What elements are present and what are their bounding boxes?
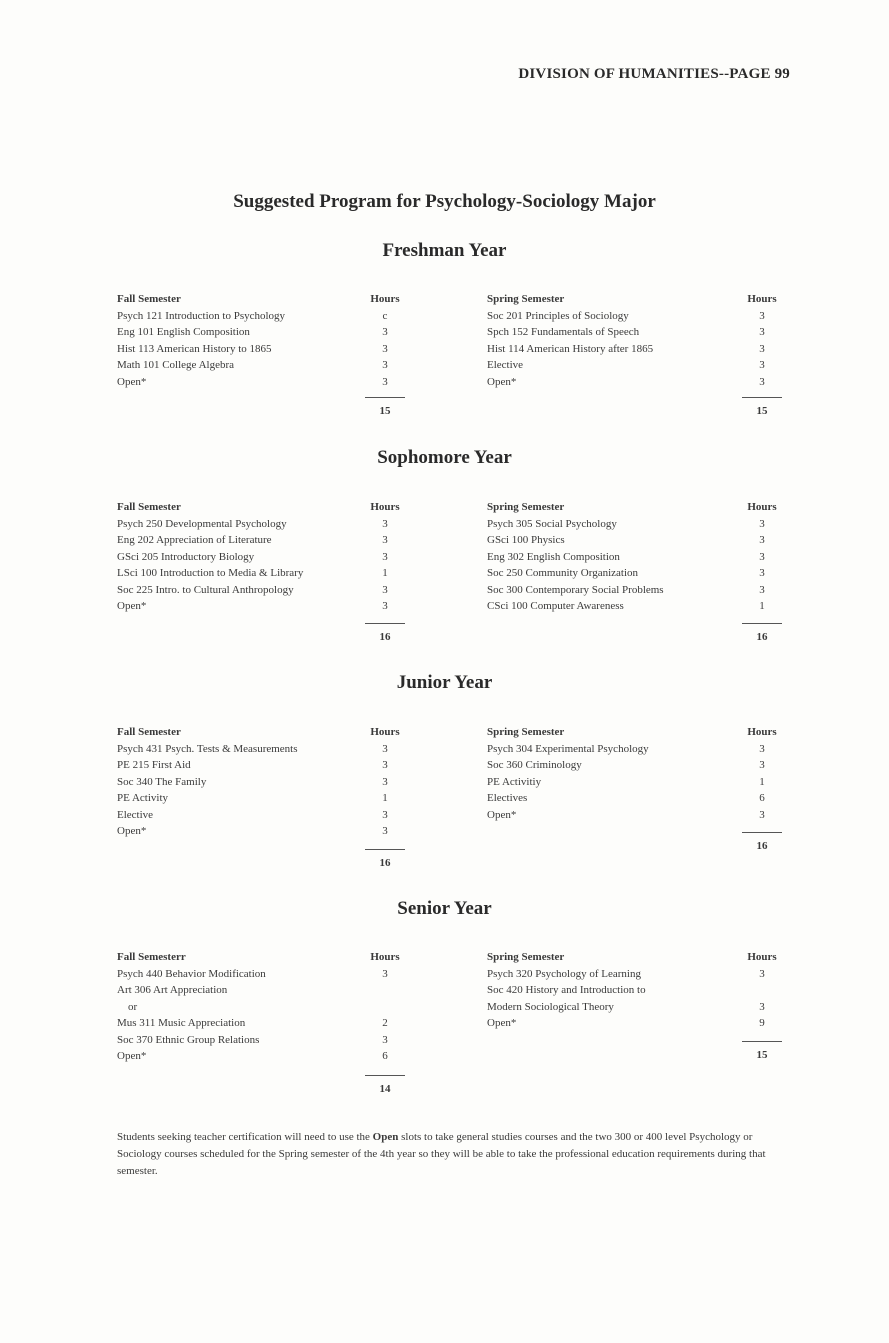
course-hours: 3 <box>759 1000 765 1013</box>
hours-heading: Hours <box>370 501 400 513</box>
footnote-text-start: Students seeking teacher certification will need to use the <box>117 1131 373 1143</box>
spring-semester-table <box>487 499 782 615</box>
course-hours: 3 <box>759 759 765 771</box>
total-rule <box>365 1075 405 1076</box>
course-name: Open* <box>487 1017 517 1029</box>
course-row <box>117 757 405 774</box>
course-hours: 3 <box>382 808 388 821</box>
course-hours: 3 <box>382 600 388 612</box>
course-name: Soc 360 Criminology <box>487 759 582 771</box>
course-row <box>487 341 782 358</box>
course-name: Open* <box>487 375 517 388</box>
course-hours: 3 <box>382 583 388 596</box>
course-row <box>117 966 405 983</box>
semester-heading: Spring Semester <box>487 501 565 513</box>
course-name: PE 215 First Aid <box>117 759 191 771</box>
fall-semester-table <box>117 291 405 390</box>
course-name: CSci 100 Computer Awareness <box>487 600 624 612</box>
fall-total-hours: 14 <box>379 1083 391 1095</box>
semester-header-row <box>487 291 782 308</box>
course-row <box>487 774 782 791</box>
spring-total-hours: 16 <box>756 840 768 852</box>
course-hours: 1 <box>382 792 388 804</box>
course-hours: 3 <box>759 808 765 821</box>
course-hours: 3 <box>382 742 388 755</box>
course-name: Psych 440 Behavior Modification <box>117 967 266 980</box>
fall-semester-table <box>117 724 405 840</box>
course-hours: 1 <box>759 775 765 788</box>
course-row <box>487 549 782 566</box>
total-rule <box>365 623 405 624</box>
course-name: Hist 114 American History after 1865 <box>487 342 654 355</box>
course-hours <box>742 982 782 999</box>
course-row <box>117 598 405 615</box>
course-hours: 3 <box>759 342 765 355</box>
course-row <box>487 598 782 615</box>
course-row <box>117 982 405 999</box>
spring-semester-table <box>487 724 782 823</box>
course-name: Electives <box>487 792 528 804</box>
semester-header-row <box>117 291 405 308</box>
course-name: Psych 431 Psych. Tests & Measurements <box>117 742 298 755</box>
course-row <box>117 565 405 582</box>
course-row <box>117 1015 405 1032</box>
semester-header-row <box>117 724 405 741</box>
course-hours: 3 <box>759 550 765 563</box>
course-name: Eng 101 English Composition <box>117 326 250 338</box>
year-title: Senior Year <box>397 898 492 919</box>
course-name: Spch 152 Fundamentals of Speech <box>487 326 640 338</box>
course-row <box>117 823 405 840</box>
course-row <box>487 1015 782 1032</box>
fall-semester-table <box>117 499 405 615</box>
course-name: GSci 205 Introductory Biology <box>117 550 255 563</box>
year-title: Freshman Year <box>382 240 507 261</box>
semester-header-row <box>487 724 782 741</box>
hours-heading: Hours <box>370 726 400 738</box>
course-name: Open* <box>487 808 517 821</box>
total-rule <box>742 832 782 833</box>
course-row <box>487 516 782 533</box>
course-row <box>487 374 782 391</box>
course-name: Psych 320 Psychology of Learning <box>487 967 641 980</box>
course-hours: 3 <box>382 825 388 837</box>
course-row <box>117 807 405 824</box>
fall-semester-table <box>117 949 405 1065</box>
course-row <box>487 532 782 549</box>
course-name: or <box>117 1000 138 1013</box>
course-row <box>487 357 782 374</box>
course-row <box>117 357 405 374</box>
course-name: Open* <box>117 375 147 388</box>
footnote <box>117 1129 797 1180</box>
fall-total-hours: 15 <box>379 405 391 417</box>
course-hours: 3 <box>382 359 388 371</box>
course-row <box>117 1032 405 1049</box>
course-hours <box>365 982 405 999</box>
course-name: Open* <box>117 1050 147 1062</box>
hours-heading: Hours <box>747 293 777 305</box>
semester-heading: Spring Semester <box>487 951 565 963</box>
course-row <box>117 549 405 566</box>
course-name: Soc 420 History and Introduction to <box>487 984 646 996</box>
course-name: Elective <box>117 808 154 821</box>
hours-heading: Hours <box>370 293 400 305</box>
course-hours: 3 <box>759 326 765 338</box>
footnote-bold-open: Open <box>372 1131 399 1143</box>
course-name: Eng 302 English Composition <box>487 550 620 563</box>
footnote-text-end: slots to take general studies courses and the two 300 or 400 level Psychology or Sociology courses scheduled for the Spring semester of the 4th year so they will be able to take the professional education requirements during that semester. <box>117 1131 766 1177</box>
course-hours: 3 <box>382 342 388 355</box>
course-hours: 3 <box>759 517 765 530</box>
course-row <box>487 966 782 983</box>
course-row <box>487 582 782 599</box>
course-name: Open* <box>117 600 147 612</box>
spring-total-hours: 15 <box>756 405 768 417</box>
course-name: PE Activitiy <box>487 775 542 788</box>
course-hours: 3 <box>382 534 388 546</box>
course-hours: 9 <box>759 1017 765 1029</box>
course-row <box>117 516 405 533</box>
course-hours: 3 <box>759 534 765 546</box>
course-hours: 3 <box>759 375 765 388</box>
course-hours: 3 <box>382 326 388 338</box>
course-row <box>487 308 782 325</box>
total-rule <box>742 1041 782 1042</box>
course-name: Eng 202 Appreciation of Literature <box>117 534 272 546</box>
course-hours: 3 <box>759 742 765 755</box>
hours-heading: Hours <box>747 951 777 963</box>
course-row <box>117 790 405 807</box>
course-hours: 3 <box>759 309 765 322</box>
course-name: Soc 201 Principles of Sociology <box>487 309 629 322</box>
course-row <box>487 757 782 774</box>
total-rule <box>742 623 782 624</box>
semester-heading: Fall Semesterr <box>117 951 186 963</box>
course-row <box>487 999 782 1016</box>
spring-total-hours: 15 <box>756 1049 768 1061</box>
semester-header-row <box>117 949 405 966</box>
hours-heading: Hours <box>747 501 777 513</box>
semester-heading: Fall Semester <box>117 726 181 738</box>
course-row <box>117 774 405 791</box>
course-row <box>117 582 405 599</box>
course-name: Psych 304 Experimental Psychology <box>487 742 649 755</box>
course-name: Soc 225 Intro. to Cultural Anthropology <box>117 583 294 596</box>
semester-header-row <box>487 949 782 966</box>
semester-heading: Fall Semester <box>117 293 181 305</box>
course-row <box>487 807 782 824</box>
course-hours: 3 <box>382 517 388 530</box>
spring-total-hours: 16 <box>756 631 768 643</box>
course-name: Open* <box>117 825 147 837</box>
course-row <box>117 341 405 358</box>
course-name: GSci 100 Physics <box>487 534 565 546</box>
course-name: Math 101 College Algebra <box>117 359 235 371</box>
course-name: PE Activity <box>117 792 169 804</box>
course-hours: 3 <box>382 759 388 771</box>
course-row <box>117 324 405 341</box>
hours-heading: Hours <box>370 951 400 963</box>
course-hours: 6 <box>759 792 765 804</box>
course-name: Psych 305 Social Psychology <box>487 517 617 530</box>
course-row <box>117 999 405 1016</box>
semester-header-row <box>487 499 782 516</box>
course-row <box>117 374 405 391</box>
course-row <box>117 308 405 325</box>
course-name: Psych 121 Introduction to Psychology <box>117 309 286 322</box>
semester-heading: Fall Semester <box>117 501 181 513</box>
course-name: Soc 250 Community Organization <box>487 567 639 579</box>
course-row <box>487 982 782 999</box>
course-name: Art 306 Art Appreciation <box>117 984 228 996</box>
year-title: Junior Year <box>396 672 493 693</box>
course-hours: 6 <box>382 1050 388 1062</box>
course-row <box>117 1048 405 1065</box>
course-name: Soc 340 The Family <box>117 775 207 788</box>
semester-heading: Spring Semester <box>487 293 565 305</box>
spring-semester-table <box>487 949 782 1032</box>
total-rule <box>365 849 405 850</box>
course-row <box>117 741 405 758</box>
fall-total-hours: 16 <box>379 631 391 643</box>
course-hours: 2 <box>382 1017 388 1029</box>
total-rule <box>365 397 405 398</box>
course-hours: 3 <box>382 375 388 388</box>
course-hours: 3 <box>382 967 388 980</box>
document-title: Suggested Program for Psychology-Sociology Major <box>233 191 656 212</box>
course-hours: 3 <box>759 967 765 980</box>
course-hours <box>365 999 405 1016</box>
course-hours: 3 <box>382 775 388 788</box>
year-title: Sophomore Year <box>377 447 512 468</box>
course-row <box>487 790 782 807</box>
course-row <box>487 741 782 758</box>
course-row <box>117 532 405 549</box>
course-name: Psych 250 Developmental Psychology <box>117 517 287 530</box>
course-name: LSci 100 Introduction to Media & Library <box>117 567 304 579</box>
course-hours: 1 <box>759 600 765 612</box>
course-name: Hist 113 American History to 1865 <box>117 342 272 355</box>
course-name: Soc 300 Contemporary Social Problems <box>487 583 664 596</box>
semester-heading: Spring Semester <box>487 726 565 738</box>
spring-semester-table <box>487 291 782 390</box>
fall-total-hours: 16 <box>379 857 391 869</box>
course-row <box>487 324 782 341</box>
page-header: DIVISION OF HUMANITIES--PAGE 99 <box>518 66 790 82</box>
total-rule <box>742 397 782 398</box>
course-hours: 3 <box>759 583 765 596</box>
course-hours: 1 <box>382 567 388 579</box>
course-hours: 3 <box>382 550 388 563</box>
course-name: Modern Sociological Theory <box>487 1000 614 1013</box>
course-name: Mus 311 Music Appreciation <box>117 1017 246 1029</box>
course-row <box>487 565 782 582</box>
course-hours: c <box>382 309 388 322</box>
semester-header-row <box>117 499 405 516</box>
course-name: Soc 370 Ethnic Group Relations <box>117 1033 260 1046</box>
course-hours: 3 <box>759 359 765 371</box>
course-name: Elective <box>487 359 524 371</box>
course-hours: 3 <box>759 567 765 579</box>
hours-heading: Hours <box>747 726 777 738</box>
course-hours: 3 <box>382 1033 388 1046</box>
